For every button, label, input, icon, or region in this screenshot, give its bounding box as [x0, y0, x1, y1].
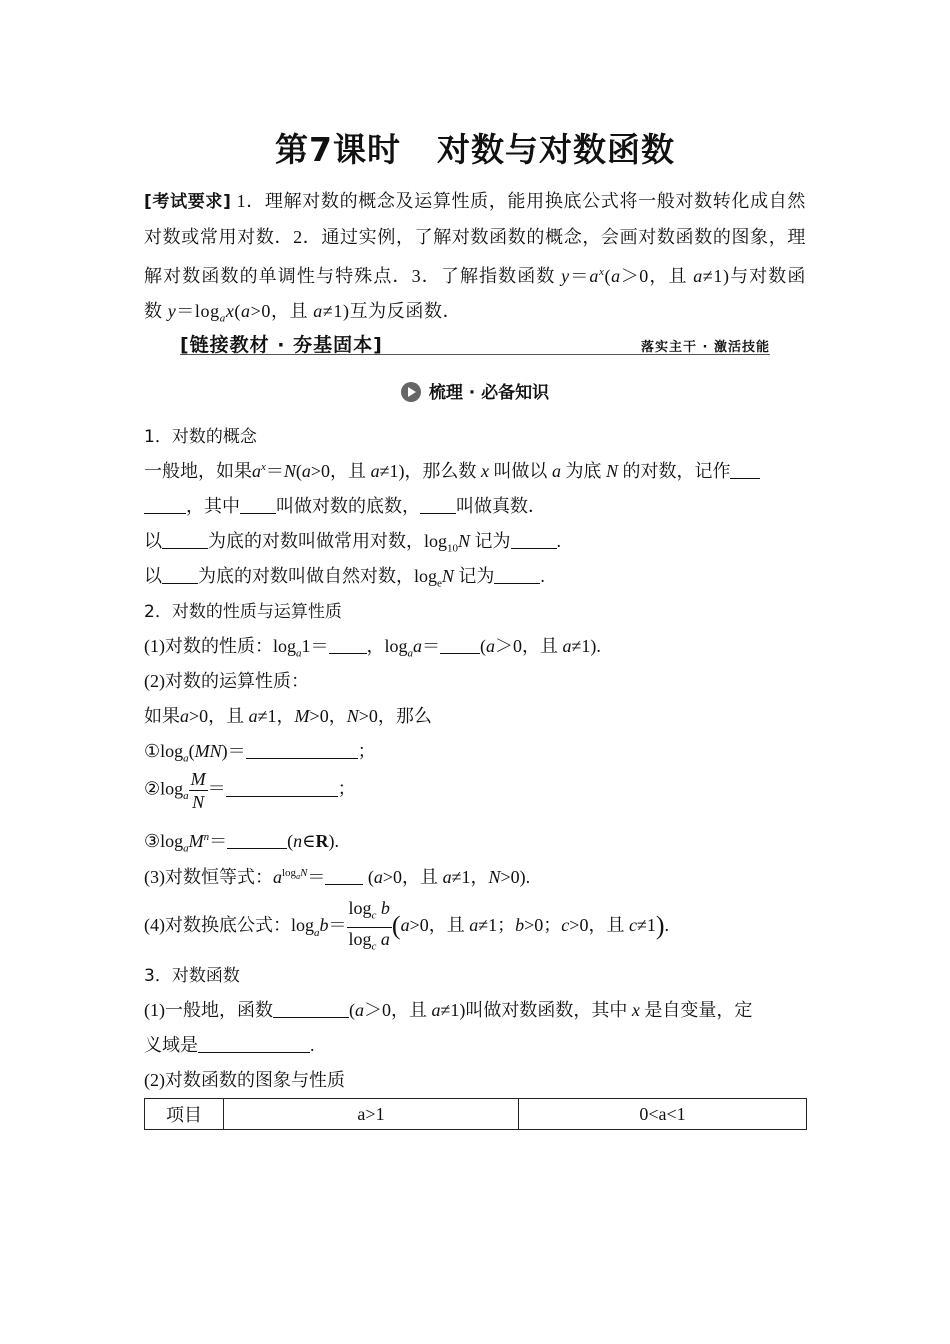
properties-table — [144, 1098, 807, 1130]
rule-3: $③\log_aM^n=$ (n∈R). — [144, 831, 339, 855]
play-icon — [401, 382, 421, 402]
answer-blank[interactable] — [440, 637, 480, 654]
rule-1: $①\log_a(MN)=$ ； — [144, 741, 376, 765]
page-title — [0, 124, 950, 171]
answer-blank[interactable] — [144, 497, 186, 514]
lesson-topic: 对数与对数函数 — [436, 130, 675, 169]
answer-blank[interactable] — [246, 742, 358, 759]
change-of-base-line: (4)对数换底公式：$\log_ab=$ $\frac{\log_c b}{\log_c a}$ (a>0，且 a≠1；b>0；c>0，且 c≠1). — [144, 898, 670, 953]
identity-line: (3)对数恒等式：$a^{log_aN}= (a>0$，且 a≠1，N>0). — [144, 867, 531, 887]
header-a-gt-1: a>1 — [224, 1099, 519, 1130]
heading-1: 1．对数的概念 — [144, 427, 257, 447]
graph-properties-heading: (2)对数函数的图象与性质 — [144, 1070, 345, 1090]
banner-subtitle: 落实主干 · 激活技能 — [641, 340, 770, 355]
answer-blank[interactable] — [240, 497, 276, 514]
heading-2: 2．对数的性质与运算性质 — [144, 602, 342, 622]
concept-line-3: 以 为底的对数叫做常用对数，$\log_{10}N$ 记为 . — [144, 531, 562, 555]
answer-blank[interactable] — [420, 497, 456, 514]
function-def-line-2: 义域是 . — [144, 1035, 315, 1055]
heading-3: 3．对数函数 — [144, 966, 240, 986]
section-banner — [180, 330, 770, 355]
answer-blank[interactable] — [162, 567, 198, 584]
function-def-line-1: (1)一般地，函数 (a＞0，且 a≠1)叫做对数函数，其中 x 是自变量，定 — [144, 1000, 753, 1020]
answer-blank[interactable] — [494, 567, 540, 584]
section-heading: 梳理 · 必备知识 — [0, 378, 950, 403]
rule-2: $②\log_a$ $\frac{M}{N}$ ＝ ； — [144, 769, 356, 812]
condition-line: 如果a>0，且 a≠1，M>0，N>0，那么 — [144, 706, 432, 726]
answer-blank[interactable] — [730, 462, 760, 479]
answer-blank[interactable] — [227, 832, 287, 849]
lesson-number: 第7课时 — [275, 130, 401, 169]
concept-line-1: 一般地，如果$a^x=N(a>0$，且 a≠1)，那么数 x 叫做以 a 为底 N 的对数，记作 — [144, 457, 806, 483]
property-line: (1)对数的性质：$\log_a1=$ ，$\log_aa= (a>0$，且 a≠1). — [144, 636, 601, 660]
answer-blank[interactable] — [198, 1036, 310, 1053]
requirements-tag: [考试要求] — [144, 192, 232, 212]
concept-line-2: ，其中 叫做对数的底数， 叫做真数． — [144, 492, 806, 518]
concept-line-4: 以 为底的对数叫做自然对数，$\log_eN$ 记为 . — [144, 566, 545, 590]
header-a-lt-1: 0<a<1 — [519, 1099, 807, 1130]
answer-blank[interactable] — [226, 780, 338, 797]
answer-blank[interactable] — [329, 637, 367, 654]
header-item: 项目 — [145, 1099, 224, 1130]
exam-requirements: [考试要求] 1．理解对数的概念及运算性质，能用换底公式将一般对数转化成自然对数或常用对数．2．通过实例，了解对数函数的概念，会画对数函数的图象，理解对数函数的单调性与特殊点．3．了解指数函数 $y=a^x(a>0$，且 a≠1)与对数函数 $y=\log_ax(a>0$，且 a≠1)互为反函数． — [144, 191, 807, 325]
answer-blank[interactable] — [511, 532, 557, 549]
operation-heading: (2)对数的运算性质： — [144, 671, 309, 691]
banner-title: [链接教材 · 夯基固本] — [180, 334, 383, 356]
answer-blank[interactable] — [273, 1001, 349, 1018]
answer-blank[interactable] — [325, 868, 363, 885]
answer-blank[interactable] — [162, 532, 208, 549]
table-header-row — [145, 1099, 807, 1130]
